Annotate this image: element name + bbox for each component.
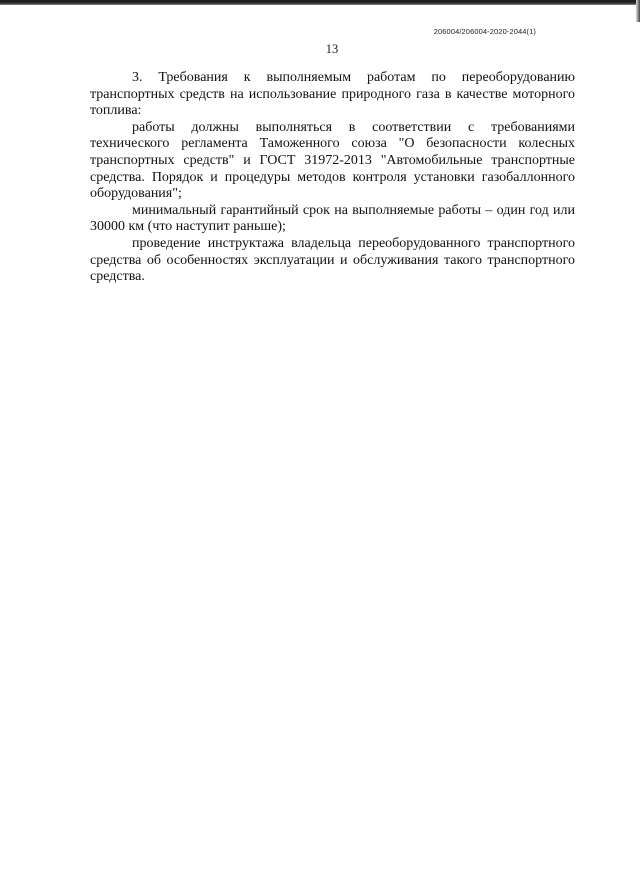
scan-border-right	[636, 0, 640, 22]
paragraph-regulations: работы должны выполняться в соответствии с требованиями технического регламента Таможенного союза "О безопасности колесных транспортных средств" и ГОСТ 31972-2013 "Автомобильные транспортные средства. Порядок и процедуры методов контроля установки газобаллонного оборудования";	[90, 119, 575, 202]
paragraph-instruction: проведение инструктажа владельца переоборудованного транспортного средства об особенностях эксплуатации и обслуживания такого транспортного средства.	[90, 235, 575, 285]
paragraph-warranty: минимальный гарантийный срок на выполняемые работы – один год или 30000 км (что наступит раньше);	[90, 202, 575, 235]
scan-border-top	[0, 0, 640, 5]
paragraph-requirements-heading: 3. Требования к выполняемым работам по переоборудованию транспортных средств на использование природного газа в качестве моторного топлива:	[90, 70, 575, 119]
document-body	[90, 70, 575, 286]
page-number: 13	[325, 42, 339, 56]
document-id: 206004/206004-2020-2044(1)	[433, 27, 536, 36]
